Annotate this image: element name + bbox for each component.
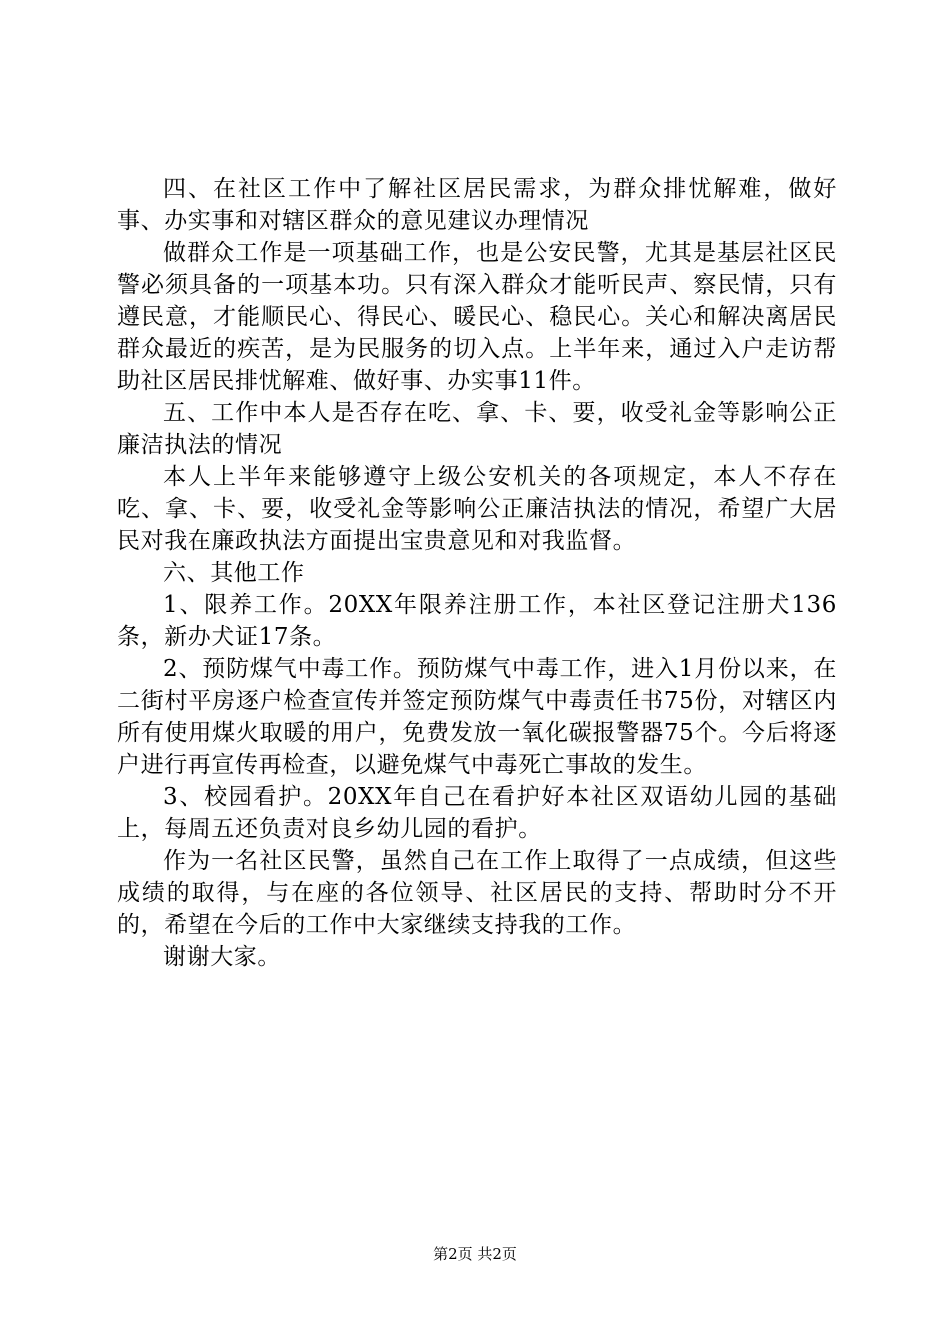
paragraph-thanks: 谢谢大家。 [163, 944, 281, 970]
page-footer: 第2页 共2页 [433, 1245, 517, 1263]
section-heading-6: 六、其他工作 [163, 560, 305, 586]
paragraph-conclusion: 作为一名社区民警，虽然自己在工作上取得了一点成绩，但这些成绩的取得，与在座的各位领导、社区居民的支持、帮助时分不开的，希望在今后的工作中大家继续支持我的工作。 [117, 848, 837, 938]
section-heading-4: 四、在社区工作中了解社区居民需求，为群众排忧解难，做好事、办实事和对辖区群众的意见建议办理情况 [117, 176, 837, 234]
document-body [117, 173, 837, 973]
paragraph-gas-poisoning: 2、预防煤气中毒工作。预防煤气中毒工作，进入1月份以来，在二街村平房逐户检查宣传并签定预防煤气中毒责任书75份，对辖区内所有使用煤火取暖的用户，免费发放一氧化碳报警器75个。今后将逐户进行再宣传再检查，以避免煤气中毒死亡事故的发生。 [117, 656, 837, 778]
paragraph-integrity: 本人上半年来能够遵守上级公安机关的各项规定，本人不存在吃、拿、卡、要，收受礼金等影响公正廉洁执法的情况，希望广大居民对我在廉政执法方面提出宝贵意见和对我监督。 [117, 464, 837, 554]
section-heading-5: 五、工作中本人是否存在吃、拿、卡、要，收受礼金等影响公正廉洁执法的情况 [117, 400, 837, 458]
paragraph-dog-registration: 1、限养工作。20XX年限养注册工作，本社区登记注册犬136条，新办犬证17条。 [117, 592, 837, 650]
paragraph-campus-guard: 3、校园看护。20XX年自己在看护好本社区双语幼儿园的基础上，每周五还负责对良乡幼儿园的看护。 [117, 784, 837, 842]
paragraph-mass-work: 做群众工作是一项基础工作，也是公安民警，尤其是基层社区民警必须具备的一项基本功。只有深入群众才能听民声、察民情，只有遵民意，才能顺民心、得民心、暖民心、稳民心。关心和解决离居民群众最近的疾苦，是为民服务的切入点。上半年来，通过入户走访帮助社区居民排忧解难、做好事、办实事11件。 [117, 240, 837, 394]
